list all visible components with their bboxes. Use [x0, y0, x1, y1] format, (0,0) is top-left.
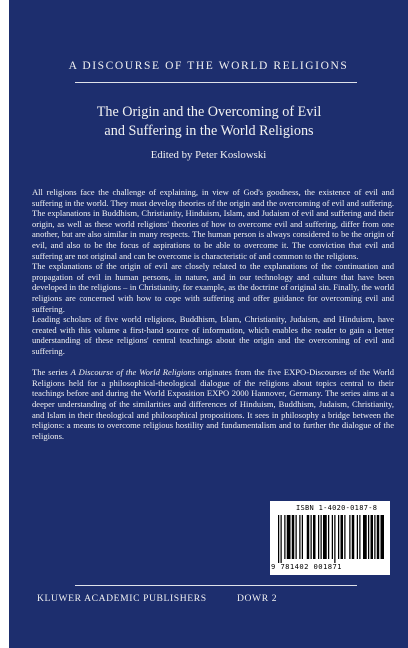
barcode-bar	[313, 515, 316, 559]
barcode-bar	[381, 515, 385, 559]
volume-number: DOWR 2	[237, 593, 278, 604]
barcode-bar	[363, 515, 367, 559]
barcode-bar	[371, 515, 374, 559]
blurb-paragraph-3: Leading scholars of five world religions, Buddhism, Islam, Christianity, Judaism, and Hinduism, have created with this volume a first-hand source of information, which enables the reader to gain a better understanding of these religions' central teachings about the origin and the overcoming of evil and suffering.	[32, 314, 394, 356]
series-title: A DISCOURSE OF THE WORLD RELIGIONS	[68, 60, 349, 72]
ean-digits: 9 781402 001871	[271, 562, 342, 571]
barcode-bar	[349, 515, 350, 559]
back-cover	[9, 0, 408, 648]
barcode-bar	[278, 515, 279, 563]
barcode-bar	[284, 515, 285, 559]
book-title-line-1: The Origin and the Overcoming of Evil	[96, 104, 322, 120]
barcode-bar	[344, 515, 345, 559]
publisher-name: KLUWER ACADEMIC PUBLISHERS	[37, 593, 207, 604]
barcode-bar	[307, 515, 310, 559]
barcode-bar	[352, 515, 355, 559]
series-intro-text: originates from the five EXPO-Discourses of the World Religions held for a philosophical-theological dialogue of the religions about topics central to their teachings before and during the World Exposition EXPO 2000 Hannover, Germany. The series aims at a deeper understanding of the similarities and differences of Hinduism, Buddhism, Judaism, Christianity, and Islam in their theological and philosophical propositions. It sees in philosophy a bridge between the religions: a means to overcome religious hostility and fundamentalism and to further the dialogue of the religions.	[32, 367, 394, 441]
barcode-bar	[359, 515, 360, 559]
barcode-bar	[311, 515, 312, 559]
book-title	[49, 103, 369, 141]
book-title-line-2: and Suffering in the World Religions	[104, 123, 314, 139]
barcode-bar	[292, 515, 295, 559]
barcode-bar	[338, 515, 339, 559]
barcode-bar	[281, 515, 282, 563]
blurb-paragraph-4	[32, 367, 394, 441]
blurb-paragraph-1: All religions face the challenge of explaining, in view of God's goodness, the existence of evil and suffering in the world. They must develop theories of the origin and the overcoming of evil and suffering. The explanations in Buddhism, Christianity, Hinduism, Islam, and Judaism of evil and suffering and their origin, as well as these world religions' theories of how to overcome evil and suffering, differ from one another, but are also similar in many respects. The human person is always considered to be the origin of evil, and also to be the focus of aspirations to be able to overcome it. The conviction that evil and suffering are not original and can be overcome is characteristic of and common to the religions.	[32, 187, 394, 261]
bottom-divider	[75, 585, 357, 586]
barcode-bar	[318, 515, 319, 559]
barcode-bar	[334, 515, 335, 563]
barcode-bar	[374, 515, 375, 559]
blurb-paragraph-2: The explanations of the origin of evil are closely related to the explanations of the continuation and propagation of evil in human persons, in nature, and in our technology and culture that have been developed in the religions – in Christianity, for example, as the doctrine of original sin. Finally, the world religions are concerned with how to cope with suffering and offer guidance for overcoming evil and suffering.	[32, 261, 394, 314]
barcode-bar	[321, 515, 322, 559]
series-name: A Discourse of the World Religions	[70, 367, 196, 378]
editor-credit: Edited by Peter Koslowski	[150, 149, 267, 161]
barcode-bar	[357, 515, 358, 559]
isbn-label: ISBN 1-4020-0187-8	[296, 504, 378, 512]
barcode	[270, 501, 390, 575]
barcode-bar	[332, 515, 333, 559]
barcode-bar	[341, 515, 344, 559]
blurb	[32, 187, 394, 441]
barcode-bar	[299, 515, 300, 559]
barcode-bar	[368, 515, 369, 559]
barcode-bar	[296, 515, 297, 559]
barcode-bar	[377, 515, 380, 559]
top-divider	[75, 82, 357, 83]
barcode-bar	[323, 515, 327, 559]
barcode-bar	[287, 515, 291, 559]
barcode-bar	[328, 515, 329, 559]
barcode-bars	[278, 515, 384, 563]
series-intro-prefix: The series	[32, 367, 71, 378]
barcode-bar	[302, 515, 303, 559]
